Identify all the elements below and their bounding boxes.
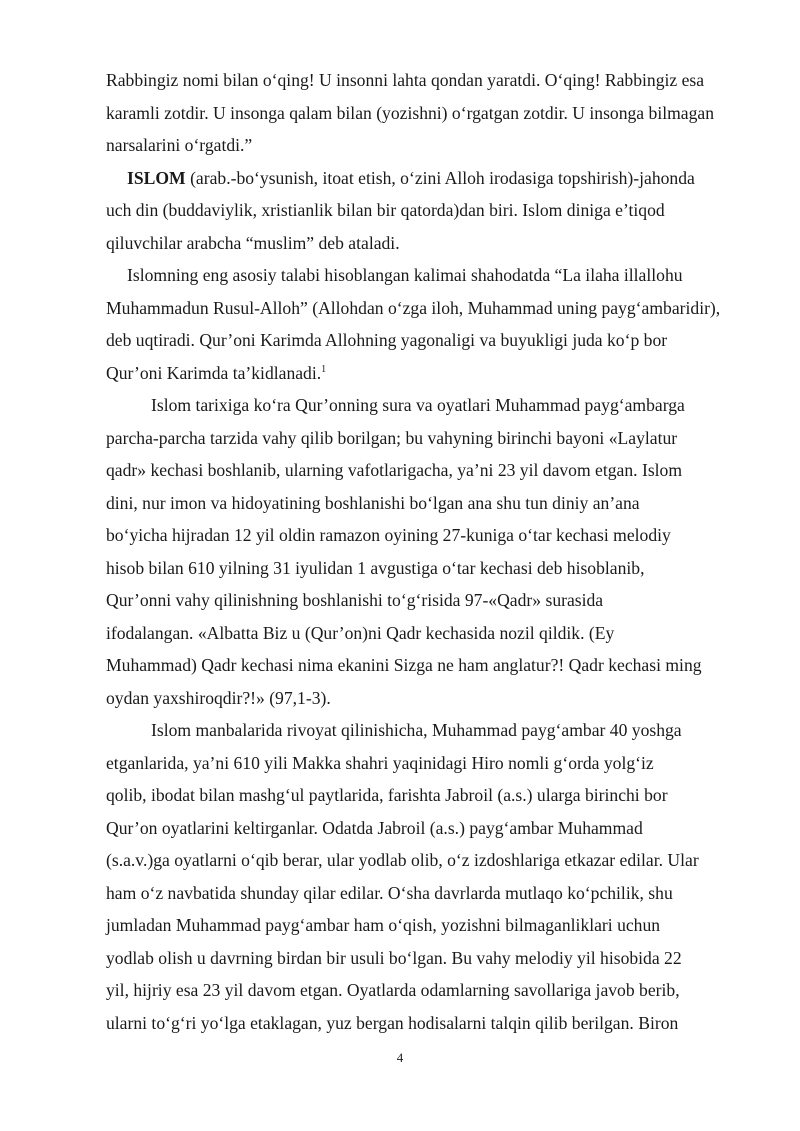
text-line: oydan yaxshiroqdir?!» (97,1-3).	[106, 687, 331, 708]
page-number: 4	[396, 1050, 404, 1065]
text-line	[106, 162, 766, 195]
text-line: jumladan Muhammad payg‘ambar ham o‘qish, yozishni bilmaganliklari uchun	[106, 915, 661, 935]
text-line: dini, nur imon va hidoyatining boshlanishi bo‘lgan ana shu tun diniy an’ana	[106, 492, 640, 513]
page-body	[106, 64, 766, 1039]
text-line: qolib, ibodat bilan mashg‘ul paytlarida, farishta Jabroil (a.s.) ularga birinchi bor	[106, 785, 668, 805]
text-line: Muhammad) Qadr kechasi nima ekanini Sizga ne ham anglatur?! Qadr kechasi ming	[106, 655, 702, 675]
text-line: Qur’on oyatlarini keltirganlar. Odatda Jabroil (a.s.) payg‘ambar Muhammad	[106, 817, 643, 838]
text-line: qadr» kechasi boshlanib, ularning vafotlarigacha, ya’ni 23 yil davom etgan. Islom	[106, 460, 683, 480]
text-line: karamli zotdir. U insonga qalam bilan (yozishni) o‘rgatgan zotdir. U insonga bilmagan	[106, 102, 714, 123]
text-line: narsalarini o‘rgatdi.”	[106, 135, 253, 155]
text-line: qiluvchilar arabcha “muslim” deb ataladi.	[106, 232, 400, 253]
text-line: Rabbingiz nomi bilan o‘qing! U insonni lahta qondan yaratdi. O‘qing! Rabbingiz esa	[106, 70, 705, 90]
footnote-ref[interactable]: 1	[321, 363, 327, 375]
text-line	[106, 357, 766, 390]
text-line: ularni to‘g‘ri yo‘lga etaklagan, yuz bergan hodisalarni talqin qilib berilgan. Biron	[106, 1012, 679, 1033]
text-line: hisob bilan 610 yilning 31 iyulidan 1 avgustiga o‘tar kechasi deb hisoblanib,	[106, 557, 645, 578]
text-line: Islom tarixiga ko‘ra Qur’onning sura va oyatlari Muhammad payg‘ambarga	[151, 395, 685, 415]
text-line: yodlab olish u davrning birdan bir usuli bo‘lgan. Bu vahy melodiy yil hisobida 22	[106, 947, 682, 968]
text-line: ham o‘z navbatida shunday qilar edilar. O‘sha davrlarda mutlaqo ko‘pchilik, shu	[106, 882, 673, 903]
text-line: uch din (buddaviylik, xristianlik bilan bir qatorda)dan biri. Islom diniga e’tiqod	[106, 200, 665, 220]
term-islom: ISLOM	[127, 167, 186, 188]
text-line: deb uqtiradi. Qur’oni Karimda Allohning yagonaligi va buyukligi juda ko‘p bor	[106, 330, 668, 350]
text-line: yil, hijriy esa 23 yil davom etgan. Oyatlarda odamlarning savollariga javob berib,	[106, 980, 680, 1000]
text-line: Islom manbalarida rivoyat qilinishicha, Muhammad payg‘ambar 40 yoshga	[151, 720, 682, 740]
text-line: Islomning eng asosiy talabi hisoblangan kalimai shahodatda “La ilaha illallohu	[127, 265, 683, 285]
text-line: (s.a.v.)ga oyatlarni o‘qib berar, ular yodlab olib, o‘z izdoshlariga etkazar edilar. Ular	[106, 850, 699, 870]
text-line: parcha-parcha tarzida vahy qilib borilgan; bu vahyning birinchi bayoni «Laylatur	[106, 427, 678, 448]
text-line: etganlarida, ya’ni 610 yili Makka shahri yaqinidagi Hiro nomli g‘orda yolg‘iz	[106, 752, 654, 773]
text-line: bo‘yicha hijradan 12 yil oldin ramazon oyining 27-kuniga o‘tar kechasi melodiy	[106, 525, 671, 545]
text-span: (arab.-bo‘ysunish, itoat etish, o‘zini Alloh irodasiga topshirish)-jahonda	[185, 167, 695, 188]
text-line: Muhammadun Rusul-Alloh” (Allohdan o‘zga iloh, Muhammad uning payg‘ambaridir),	[106, 297, 721, 318]
text-span: Qur’oni Karimda ta’kidlanadi.	[106, 362, 322, 383]
text-line: ifodalangan. «Albatta Biz u (Qur’on)ni Qadr kechasida nozil qildik. (Ey	[106, 622, 615, 643]
text-line: Qur’onni vahy qilinishning boshlanishi to‘g‘risida 97-«Qadr» surasida	[106, 590, 604, 610]
